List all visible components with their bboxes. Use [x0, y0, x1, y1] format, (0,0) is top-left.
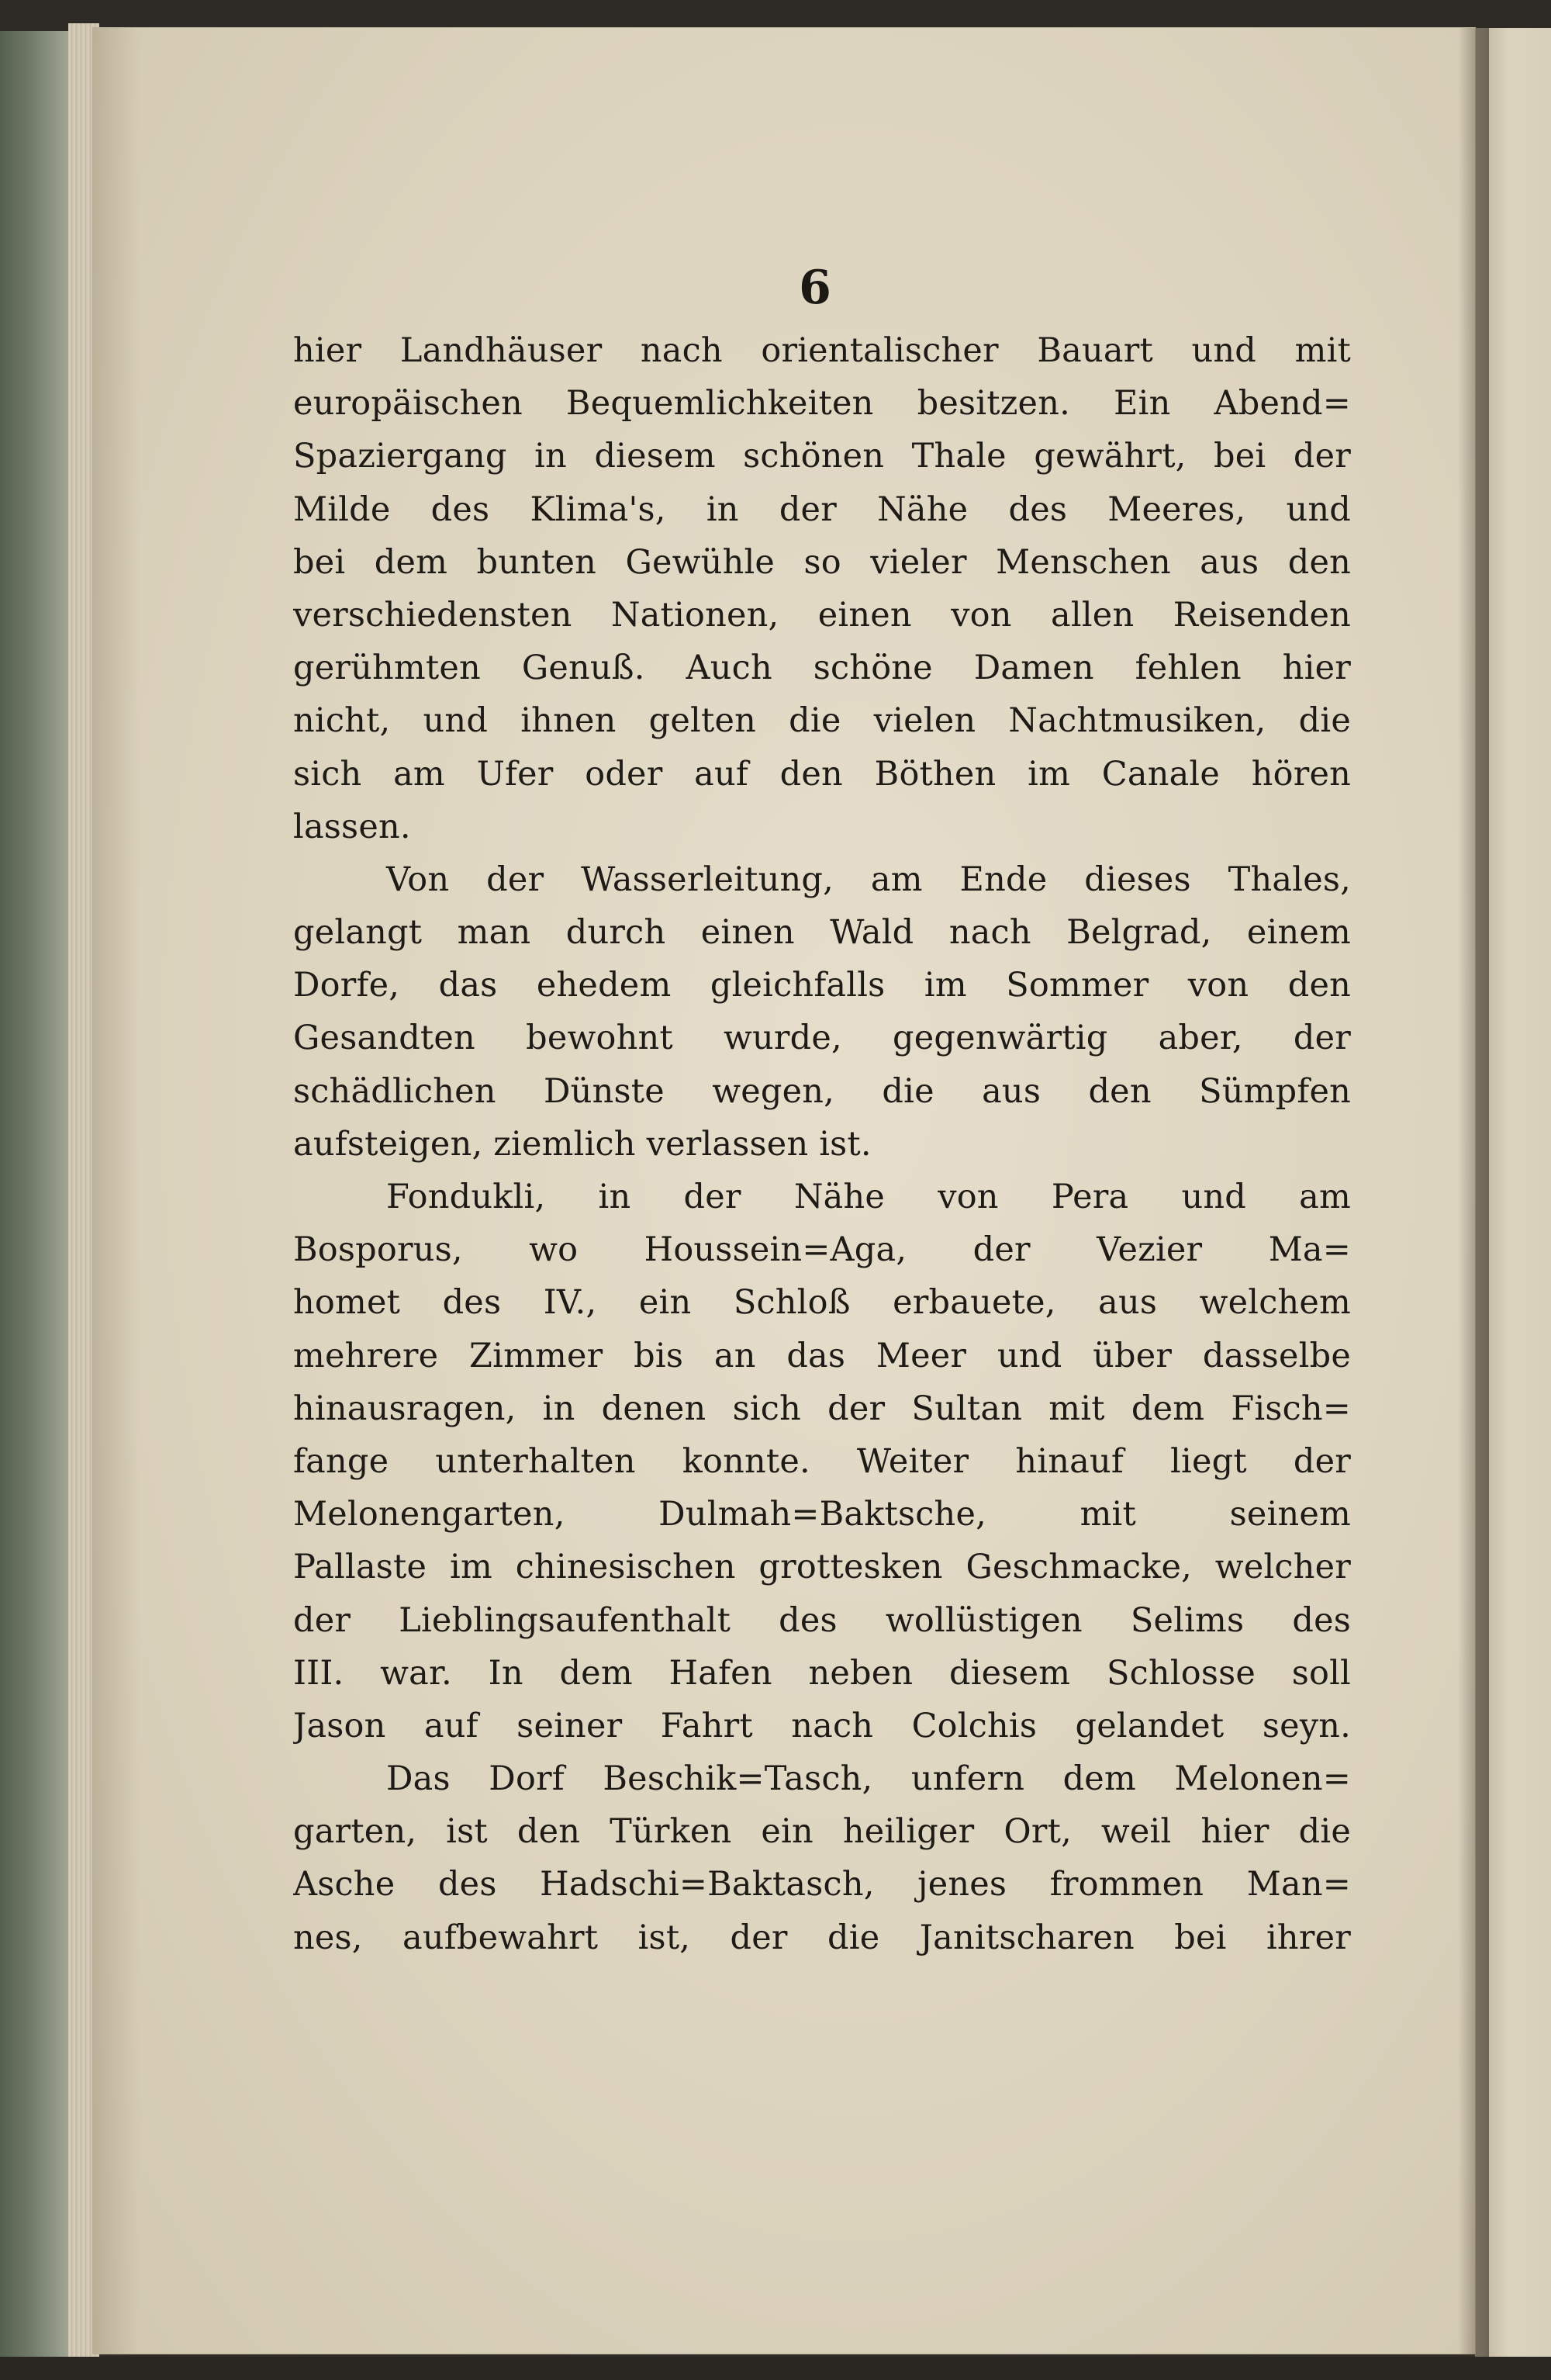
text-line: Melonengarten, Dulmah=Baktsche, mit seinem	[293, 1495, 1351, 1534]
text-line: homet des IV., ein Schloß erbauete, aus welchem	[293, 1283, 1351, 1323]
text-line: verschiedensten Nationen, einen von allen Reisenden	[293, 595, 1351, 635]
text-line: garten, ist den Türken ein heiliger Ort, weil hier die	[293, 1812, 1351, 1852]
text-line: fange unterhalten konnte. Weiter hinauf liegt der	[293, 1441, 1351, 1481]
gutter-shadow	[1458, 28, 1489, 2363]
text-line: nes, aufbewahrt ist, der die Janitscharen bei ihrer	[293, 1918, 1351, 1957]
book-cover-edge	[0, 31, 71, 2358]
text-line: mehrere Zimmer bis an das Meer und über dasselbe	[293, 1336, 1351, 1375]
paragraph-start-line: Fondukli, in der Nähe von Pera und am	[386, 1178, 1351, 1216]
text-line: hinausragen, in denen sich der Sultan mit dem Fisch=	[293, 1389, 1351, 1428]
text-line: der Lieblingsaufenthalt des wollüstigen Selims des	[293, 1600, 1351, 1640]
page-number: 6	[799, 261, 831, 315]
text-line: Pallaste im chinesischen grottesken Geschmacke, welcher	[293, 1548, 1351, 1587]
text-line: Milde des Klima's, in der Nähe des Meeres, und	[293, 489, 1351, 529]
text-line: Jason auf seiner Fahrt nach Colchis gelandet seyn.	[293, 1706, 1351, 1745]
text-line: lassen.	[293, 807, 411, 846]
text-line: europäischen Bequemlichkeiten besitzen. Ein Abend=	[293, 384, 1351, 424]
text-line: bei dem bunten Gewühle so vieler Menschen aus den	[293, 542, 1351, 582]
text-line: schädlichen Dünste wegen, die aus den Sümpfen	[293, 1071, 1351, 1111]
text-line: sich am Ufer oder auf den Böthen im Canale hören	[293, 754, 1351, 794]
text-line: gelangt man durch einen Wald nach Belgrad, einem	[293, 913, 1351, 953]
paragraph-start-line: Das Dorf Beschik=Tasch, unfern dem Melonen=	[386, 1759, 1351, 1799]
text-line: hier Landhäuser nach orientalischer Bauart und mit	[293, 331, 1351, 370]
text-line: Spaziergang in diesem schönen Thale gewährt, bei der	[293, 437, 1351, 476]
text-line: gerühmten Genuß. Auch schöne Damen fehlen hier	[293, 649, 1351, 688]
background-bottom	[0, 2357, 1551, 2380]
body-text	[293, 324, 1351, 1964]
paragraph-start-line: Von der Wasserleitung, am Ende dieses Thales,	[386, 860, 1351, 899]
text-line: aufsteigen, ziemlich verlassen ist.	[293, 1124, 872, 1164]
text-line: Asche des Hadschi=Baktasch, jenes frommen Man=	[293, 1865, 1351, 1904]
text-line: nicht, und ihnen gelten die vielen Nachtmusiken, die	[293, 701, 1351, 741]
text-line: III. war. In dem Hafen neben diesem Schlosse soll	[293, 1653, 1351, 1693]
text-line: Gesandten bewohnt wurde, gegenwärtig aber, der	[293, 1019, 1351, 1058]
text-line: Bosporus, wo Houssein=Aga, der Vezier Ma=	[293, 1230, 1351, 1270]
text-line: Dorfe, das ehedem gleichfalls im Sommer von den	[293, 966, 1351, 1005]
